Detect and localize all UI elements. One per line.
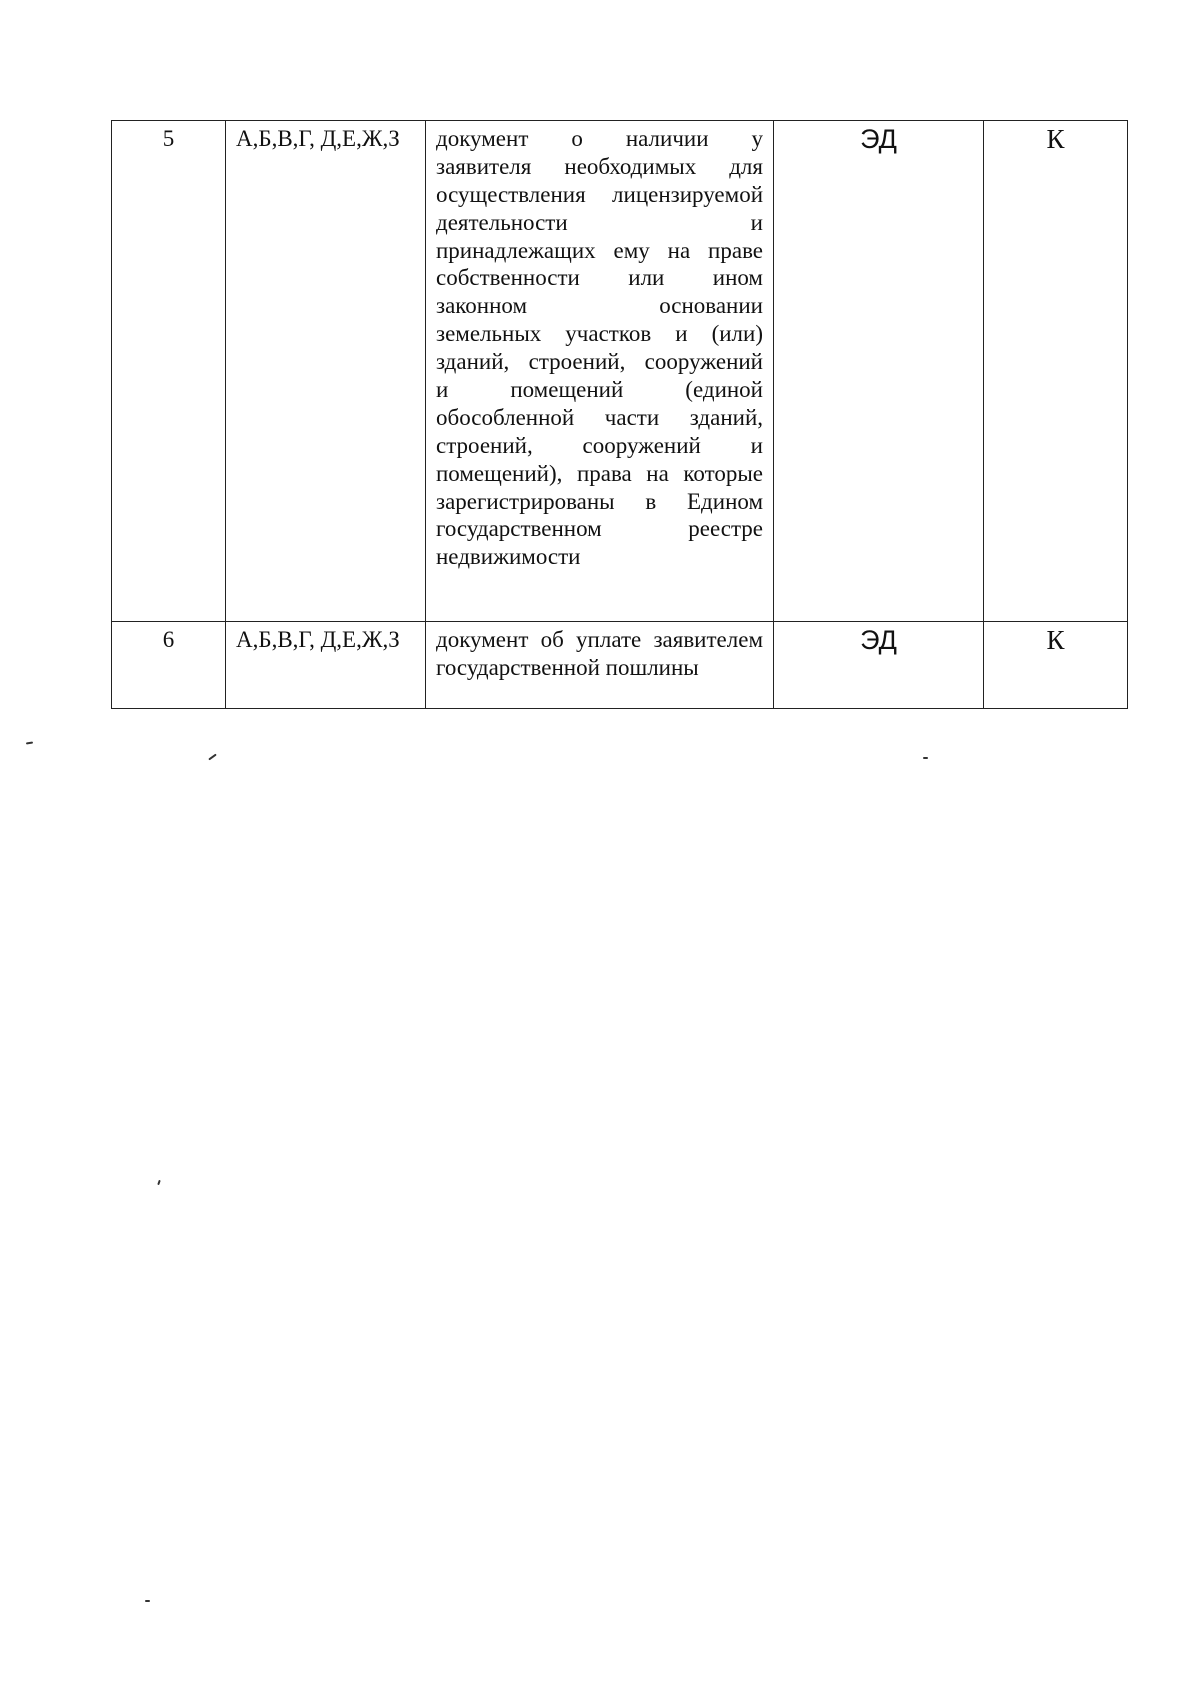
table-row <box>112 121 1128 622</box>
description-line: законном основании <box>436 293 763 319</box>
applicability-letters: А,Б,В,Г, Д,Е,Ж,З <box>236 627 400 652</box>
description-line: собственности или ином <box>436 265 763 291</box>
document-table <box>111 120 1128 709</box>
table-row <box>112 622 1128 709</box>
document-form: ЭД <box>860 625 897 655</box>
row-number: 6 <box>162 627 175 652</box>
description-line: заявителя необходимых для <box>436 153 763 179</box>
applicability-cell <box>226 622 426 709</box>
description-line: принадлежащих ему на праве <box>436 237 763 263</box>
applicability-cell <box>226 121 426 622</box>
type-cell <box>984 622 1128 709</box>
scan-speck <box>208 754 217 761</box>
document-type: К <box>1046 124 1065 154</box>
description-line: государственном реестре <box>436 516 763 542</box>
description-cell <box>426 121 774 622</box>
description-line: документ об уплате заявителем <box>436 627 763 652</box>
scan-speck <box>923 757 928 759</box>
row-number-cell <box>112 622 226 709</box>
form-cell <box>774 121 984 622</box>
description-cell <box>426 622 774 709</box>
description-line: зданий, строений, сооружений <box>436 349 763 375</box>
description-line: строений, сооружений и <box>436 432 763 458</box>
description-line: помещений), права на которые <box>436 460 763 486</box>
applicability-letters: А,Б,В,Г, Д,Е,Ж,З <box>236 126 400 151</box>
scan-speck <box>145 1600 150 1602</box>
document-type: К <box>1046 625 1065 655</box>
row-number: 5 <box>162 126 175 151</box>
description-line: и помещений (единой <box>436 377 763 403</box>
description-line: документ о наличии у <box>436 126 763 151</box>
scan-speck <box>26 742 33 745</box>
document-form: ЭД <box>860 124 897 154</box>
description-line: недвижимости <box>436 544 581 570</box>
description-line: государственной пошлины <box>436 654 699 680</box>
row-number-cell <box>112 121 226 622</box>
scan-speck <box>157 1180 161 1185</box>
type-cell <box>984 121 1128 622</box>
description-line: обособленной части зданий, <box>436 404 763 430</box>
description-line: деятельности и <box>436 209 763 235</box>
form-cell <box>774 622 984 709</box>
description-line: осуществления лицензируемой <box>436 181 763 207</box>
description-line: зарегистрированы в Едином <box>436 488 763 514</box>
description-line: земельных участков и (или) <box>436 321 763 347</box>
